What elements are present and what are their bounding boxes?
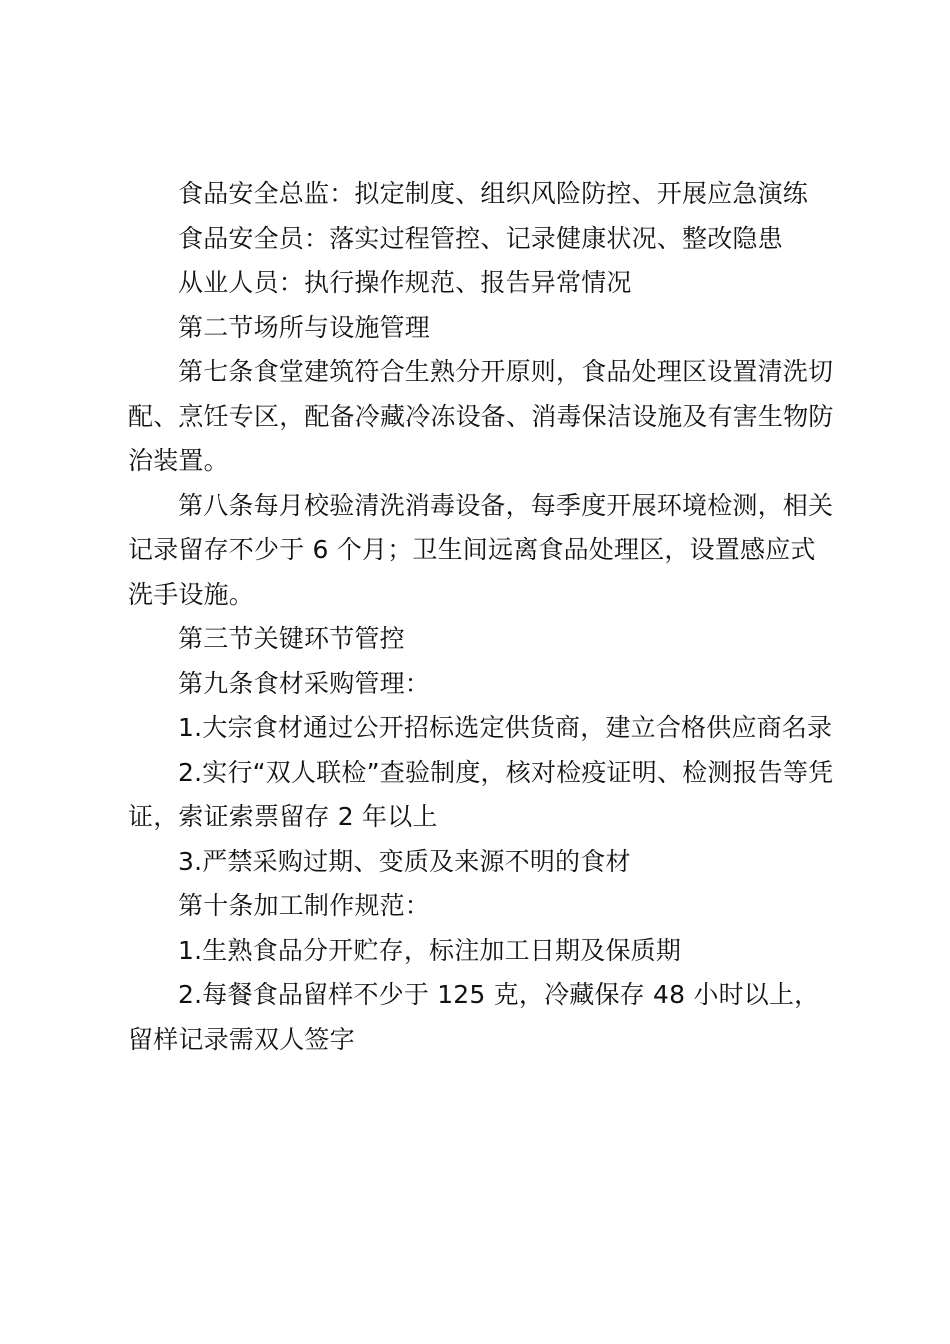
article-9-item-2: 2.实行“双人联检”查验制度，核对检疫证明、检测报告等凭证，索证索票留存 2 年以上 [128, 757, 834, 831]
article-10-heading: 第十条加工制作规范： [178, 891, 431, 920]
document-body [128, 172, 838, 1062]
section-heading-2: 第二节场所与设施管理 [178, 312, 431, 342]
paragraph-staff: 从业人员：执行操作规范、报告异常情况 [178, 268, 632, 297]
article-9-item-1: 1.大宗食材通过公开招标选定供货商，建立合格供应商名录 [178, 713, 833, 742]
article-7: 第七条食堂建筑符合生熟分开原则，食品处理区设置清洗切配、烹饪专区，配备冷藏冷冻设备、消毒保洁设施及有害生物防治装置。 [128, 357, 834, 475]
paragraph-food-safety-officer: 食品安全员：落实过程管控、记录健康状况、整改隐患 [178, 223, 783, 253]
article-8: 第八条每月校验清洗消毒设备，每季度开展环境检测，相关记录留存不少于 6 个月；卫生间远离食品处理区，设置感应式洗手设施。 [128, 490, 834, 609]
section-heading-3: 第三节关键环节管控 [178, 624, 405, 653]
article-10-item-1: 1.生熟食品分开贮存，标注加工日期及保质期 [178, 935, 682, 965]
paragraph-food-safety-director: 食品安全总监：拟定制度、组织风险防控、开展应急演练 [178, 179, 809, 208]
article-10-item-2: 2.每餐食品留样不少于 125 克，冷藏保存 48 小时以上，留样记录需双人签字 [128, 980, 820, 1054]
article-9-item-3: 3.严禁采购过期、变质及来源不明的食材 [178, 846, 631, 876]
article-9-heading: 第九条食材采购管理： [178, 668, 431, 698]
